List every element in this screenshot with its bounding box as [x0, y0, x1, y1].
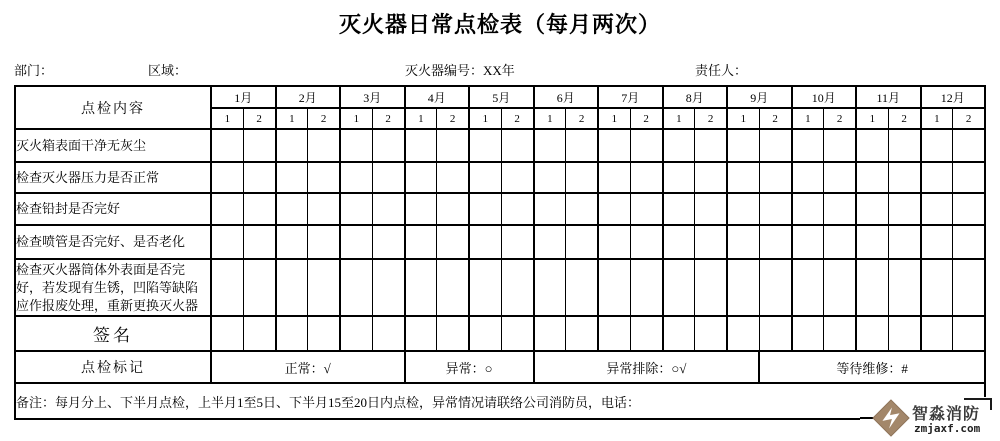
- check-cell: [921, 193, 953, 225]
- check-cell: [921, 316, 953, 351]
- check-cell: [727, 129, 759, 162]
- mark-abnormal: 异常：○: [405, 351, 534, 383]
- mark-normal: 正常：√: [211, 351, 405, 383]
- check-cell: [921, 259, 953, 316]
- responsible-label: 责任人：: [695, 63, 748, 78]
- check-cell: [566, 316, 598, 351]
- check-cell: [695, 259, 727, 316]
- check-cell: [469, 162, 501, 193]
- check-cell: [372, 162, 404, 193]
- check-cell: [824, 162, 856, 193]
- check-cell: [211, 129, 243, 162]
- check-cell: [372, 225, 404, 259]
- check-cell: [695, 129, 727, 162]
- check-cell: [534, 316, 566, 351]
- check-cell: [501, 316, 533, 351]
- half-header: 1: [598, 108, 630, 129]
- check-cell: [759, 162, 791, 193]
- content-header-cell: 点检内容: [15, 86, 211, 129]
- check-cell: [921, 225, 953, 259]
- check-row: [15, 259, 985, 316]
- half-header: 1: [792, 108, 824, 129]
- check-cell: [501, 193, 533, 225]
- half-header: 1: [534, 108, 566, 129]
- check-cell: [276, 259, 308, 316]
- check-cell: [501, 129, 533, 162]
- check-cell: [308, 193, 340, 225]
- check-cell: [630, 193, 662, 225]
- check-item-label: 检查灭火器压力是否正常: [15, 162, 211, 193]
- check-cell: [243, 129, 275, 162]
- check-cell: [953, 225, 985, 259]
- check-row: [15, 129, 985, 162]
- half-header: 1: [856, 108, 888, 129]
- check-cell: [598, 162, 630, 193]
- half-header: 1: [469, 108, 501, 129]
- month-header: 6月: [534, 86, 599, 108]
- month-header: 1月: [211, 86, 276, 108]
- check-cell: [792, 193, 824, 225]
- check-cell: [663, 316, 695, 351]
- check-cell: [276, 316, 308, 351]
- check-cell: [405, 225, 437, 259]
- check-cell: [372, 259, 404, 316]
- check-cell: [888, 162, 920, 193]
- check-cell: [695, 193, 727, 225]
- half-header: 2: [308, 108, 340, 129]
- check-cell: [921, 129, 953, 162]
- check-cell: [824, 193, 856, 225]
- check-cell: [598, 259, 630, 316]
- check-cell: [372, 193, 404, 225]
- check-cell: [759, 225, 791, 259]
- check-cell: [308, 316, 340, 351]
- half-header: 1: [405, 108, 437, 129]
- check-cell: [340, 225, 372, 259]
- check-cell: [211, 193, 243, 225]
- check-cell: [759, 316, 791, 351]
- check-cell: [824, 129, 856, 162]
- check-cell: [856, 162, 888, 193]
- half-header: 2: [372, 108, 404, 129]
- signature-row: [15, 316, 985, 351]
- check-cell: [630, 259, 662, 316]
- half-header: 2: [243, 108, 275, 129]
- check-cell: [437, 259, 469, 316]
- check-cell: [856, 316, 888, 351]
- check-cell: [727, 193, 759, 225]
- check-cell: [921, 162, 953, 193]
- mark-abnormal-cleared: 异常排除：○√: [534, 351, 760, 383]
- half-header: 2: [953, 108, 985, 129]
- check-cell: [437, 193, 469, 225]
- check-cell: [888, 316, 920, 351]
- check-cell: [243, 316, 275, 351]
- check-cell: [566, 259, 598, 316]
- check-item-label: 灭火箱表面干净无灰尘: [15, 129, 211, 162]
- check-cell: [598, 316, 630, 351]
- check-cell: [695, 162, 727, 193]
- check-cell: [824, 316, 856, 351]
- check-cell: [792, 259, 824, 316]
- check-cell: [405, 259, 437, 316]
- check-cell: [727, 225, 759, 259]
- info-row: [0, 60, 1000, 78]
- check-cell: [243, 193, 275, 225]
- check-cell: [727, 259, 759, 316]
- month-header: 5月: [469, 86, 534, 108]
- inspection-table: [14, 85, 986, 420]
- logo-domain-text: zmjaxf.com: [914, 422, 981, 435]
- mark-legend-row: [15, 351, 985, 383]
- check-cell: [663, 129, 695, 162]
- check-cell: [308, 259, 340, 316]
- check-cell: [469, 193, 501, 225]
- check-cell: [663, 225, 695, 259]
- extinguisher-no-label: 灭火器编号：XX年: [405, 63, 515, 78]
- watermark-logo: [860, 397, 996, 441]
- check-cell: [534, 225, 566, 259]
- check-cell: [372, 129, 404, 162]
- check-cell: [888, 193, 920, 225]
- check-cell: [437, 129, 469, 162]
- note-text: 备注：每月分上、下半月点检，上半月1至5日、下半月15至20日内点检，异常情况请联络公司消防员，电话：: [15, 383, 985, 419]
- diamond-lightning-icon: [872, 399, 910, 437]
- check-cell: [856, 225, 888, 259]
- check-cell: [211, 225, 243, 259]
- check-cell: [211, 162, 243, 193]
- month-header: 8月: [663, 86, 728, 108]
- check-cell: [630, 129, 662, 162]
- check-cell: [437, 162, 469, 193]
- month-header: 3月: [340, 86, 405, 108]
- check-cell: [340, 259, 372, 316]
- month-header: 9月: [727, 86, 792, 108]
- check-cell: [888, 225, 920, 259]
- page-title: 灭火器日常点检表（每月两次）: [338, 13, 661, 38]
- check-cell: [534, 162, 566, 193]
- check-cell: [856, 259, 888, 316]
- check-cell: [630, 316, 662, 351]
- check-row: [15, 162, 985, 193]
- check-cell: [372, 316, 404, 351]
- half-header: 2: [437, 108, 469, 129]
- check-cell: [759, 259, 791, 316]
- check-cell: [276, 193, 308, 225]
- half-header: 1: [663, 108, 695, 129]
- check-cell: [759, 129, 791, 162]
- department-label: 部门：: [14, 63, 54, 78]
- check-cell: [953, 193, 985, 225]
- check-cell: [953, 129, 985, 162]
- check-cell: [792, 162, 824, 193]
- check-cell: [501, 162, 533, 193]
- check-cell: [534, 259, 566, 316]
- check-cell: [405, 129, 437, 162]
- check-cell: [856, 193, 888, 225]
- logo-brand-text: 智淼消防: [912, 404, 981, 423]
- check-cell: [276, 162, 308, 193]
- check-cell: [953, 162, 985, 193]
- check-cell: [534, 129, 566, 162]
- check-cell: [308, 225, 340, 259]
- check-cell: [469, 225, 501, 259]
- check-cell: [276, 129, 308, 162]
- check-cell: [727, 316, 759, 351]
- check-cell: [340, 162, 372, 193]
- check-cell: [888, 259, 920, 316]
- check-cell: [856, 129, 888, 162]
- check-cell: [566, 129, 598, 162]
- note-row: [15, 383, 985, 419]
- check-cell: [243, 225, 275, 259]
- half-header: 1: [727, 108, 759, 129]
- half-header: 2: [501, 108, 533, 129]
- check-cell: [566, 193, 598, 225]
- check-cell: [340, 193, 372, 225]
- month-header: 12月: [921, 86, 986, 108]
- check-cell: [792, 225, 824, 259]
- signature-label: 签名: [15, 316, 211, 351]
- check-cell: [437, 225, 469, 259]
- check-cell: [437, 316, 469, 351]
- check-cell: [792, 316, 824, 351]
- check-row: [15, 193, 985, 225]
- area-label: 区域：: [148, 63, 188, 78]
- check-cell: [405, 316, 437, 351]
- check-cell: [759, 193, 791, 225]
- check-cell: [695, 225, 727, 259]
- half-header: 2: [759, 108, 791, 129]
- half-header: 1: [276, 108, 308, 129]
- check-cell: [405, 193, 437, 225]
- check-cell: [566, 225, 598, 259]
- check-cell: [501, 259, 533, 316]
- half-header: 2: [888, 108, 920, 129]
- half-header: 2: [566, 108, 598, 129]
- check-cell: [598, 193, 630, 225]
- check-cell: [243, 259, 275, 316]
- check-item-label: 检查铅封是否完好: [15, 193, 211, 225]
- check-cell: [276, 225, 308, 259]
- half-header: 1: [340, 108, 372, 129]
- check-cell: [888, 129, 920, 162]
- check-cell: [695, 316, 727, 351]
- check-cell: [598, 129, 630, 162]
- check-cell: [501, 225, 533, 259]
- month-header: 11月: [856, 86, 921, 108]
- check-cell: [792, 129, 824, 162]
- month-header-row: [15, 86, 985, 108]
- half-header: 2: [824, 108, 856, 129]
- mark-awaiting-repair: 等待维修：#: [759, 351, 985, 383]
- month-header: 7月: [598, 86, 663, 108]
- half-header: 1: [921, 108, 953, 129]
- check-cell: [663, 193, 695, 225]
- month-header: 2月: [276, 86, 341, 108]
- check-cell: [824, 225, 856, 259]
- month-header: 4月: [405, 86, 470, 108]
- check-cell: [243, 162, 275, 193]
- check-cell: [405, 162, 437, 193]
- check-cell: [340, 316, 372, 351]
- check-cell: [211, 316, 243, 351]
- check-item-label: 检查喷管是否完好、是否老化: [15, 225, 211, 259]
- check-row: [15, 225, 985, 259]
- half-header: 1: [211, 108, 243, 129]
- check-cell: [534, 193, 566, 225]
- check-cell: [953, 259, 985, 316]
- half-header: 2: [695, 108, 727, 129]
- month-header: 10月: [792, 86, 857, 108]
- check-cell: [727, 162, 759, 193]
- half-header: 2: [630, 108, 662, 129]
- check-cell: [469, 129, 501, 162]
- check-cell: [663, 162, 695, 193]
- check-cell: [211, 259, 243, 316]
- check-item-label: 检查灭火器筒体外表面是否完好，若发现有生锈，凹陷等缺陷应作报废处理，重新更换灭火器: [15, 259, 211, 316]
- check-cell: [308, 162, 340, 193]
- check-cell: [469, 316, 501, 351]
- check-cell: [308, 129, 340, 162]
- check-cell: [469, 259, 501, 316]
- check-cell: [340, 129, 372, 162]
- check-cell: [630, 162, 662, 193]
- mark-legend-label: 点检标记: [15, 351, 211, 383]
- check-cell: [598, 225, 630, 259]
- check-cell: [566, 162, 598, 193]
- check-cell: [953, 316, 985, 351]
- check-cell: [824, 259, 856, 316]
- check-cell: [663, 259, 695, 316]
- check-cell: [630, 225, 662, 259]
